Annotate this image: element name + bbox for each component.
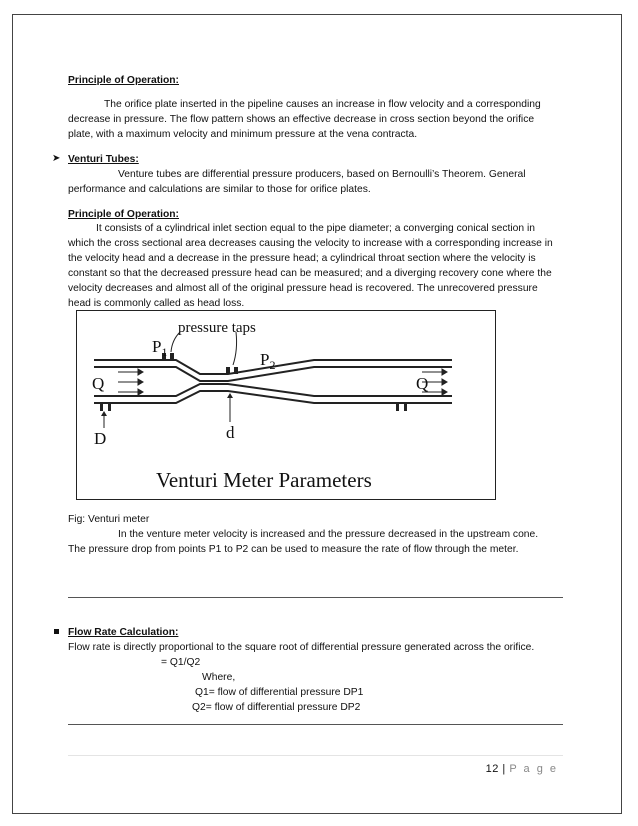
stub-lower-left [100, 403, 103, 411]
tap-p2-right [234, 367, 238, 374]
venturi-paragraph-line-1: Venture tubes are differential pressure producers, based on Bernoulli’s Theorem. General [118, 169, 526, 180]
tap-p2-left [226, 367, 230, 374]
principle-paragraph-2-line-5: velocity decreases and almost all of the original pressure head is recovered. The unrecovered pressure [68, 283, 538, 294]
principle-paragraph-2-line-2: which the cross sectional area decreases causing the velocity to increase with a corresponding increase in [68, 238, 553, 249]
square-bullet-icon [54, 629, 59, 634]
page-word: P a g e [509, 763, 558, 775]
figure-caption: Fig: Venturi meter [68, 514, 150, 525]
principle-paragraph-2-line-6: head is commonly called as head loss. [68, 298, 245, 309]
figure-title: Venturi Meter Parameters [156, 468, 372, 492]
definition-q1: Q1= flow of differential pressure DP1 [195, 687, 364, 698]
venturi-description-line-1: In the venture meter velocity is increased and the pressure decreased in the upstream cone. [118, 529, 539, 540]
footer-rule [68, 755, 563, 756]
principle-paragraph-2-line-1: It consists of a cylindrical inlet section equal to the pipe diameter; a converging conical section in [96, 223, 536, 234]
label-p1: $P_1$ [152, 337, 168, 359]
venturi-paragraph-line-2: performance and calculations are similar to those for orifice plates. [68, 184, 371, 195]
stub-lower-right-2 [404, 403, 407, 411]
principle-paragraph-2-line-3: the velocity head and a decrease in the pressure head; a cylindrical throat section where the velocity is [68, 253, 536, 264]
flow-rate-heading: Flow Rate Calculation: [68, 627, 179, 638]
label-d-upper: D [94, 429, 107, 448]
horizontal-rule-1 [68, 597, 563, 598]
principle-heading-1: Principle of Operation: [68, 75, 179, 86]
where-label: Where, [202, 672, 236, 683]
principle-paragraph-1-line-2: decrease in pressure. The flow pattern shows an effective decrease in cross section beyond the orifice [68, 114, 535, 125]
principle-paragraph-2-line-4: constant so that the decreased pressure head can be measured; and a diverging recovery cone where the [68, 268, 552, 279]
flow-rate-statement: Flow rate is directly proportional to the square root of differential pressure generated across the orifice. [68, 642, 535, 653]
label-pressure-taps: pressure taps [178, 320, 256, 336]
footer-separator: | [502, 763, 506, 775]
label-q-right: Q [416, 374, 429, 393]
principle-paragraph-1-line-1: The orifice plate inserted in the pipeline causes an increase in flow velocity and a corresponding [104, 99, 541, 110]
arrow-bullet-icon: ➤ [52, 153, 61, 164]
definition-q2: Q2= flow of differential pressure DP2 [192, 702, 361, 713]
principle-heading-2: Principle of Operation: [68, 209, 179, 220]
label-p2: $P_2$ [260, 350, 276, 372]
tap-p1-right [170, 353, 174, 360]
stub-lower-left-2 [108, 403, 111, 411]
flow-rate-formula: = Q1/Q2 [161, 657, 201, 668]
venturi-description-line-2: The pressure drop from points P1 to P2 can be used to measure the rate of flow through the meter. [68, 544, 519, 555]
horizontal-rule-2 [68, 724, 563, 725]
principle-paragraph-1-line-3: plate, with a maximum velocity and minimum pressure at the vena contracta. [68, 129, 418, 140]
page-number: 12 [485, 763, 499, 775]
venturi-meter-figure [76, 310, 496, 500]
stub-lower-right [396, 403, 399, 411]
label-d-lower: d [226, 423, 235, 442]
label-q-left: Q [92, 374, 105, 393]
venturi-heading: Venturi Tubes: [68, 154, 139, 165]
page-footer [486, 763, 558, 775]
